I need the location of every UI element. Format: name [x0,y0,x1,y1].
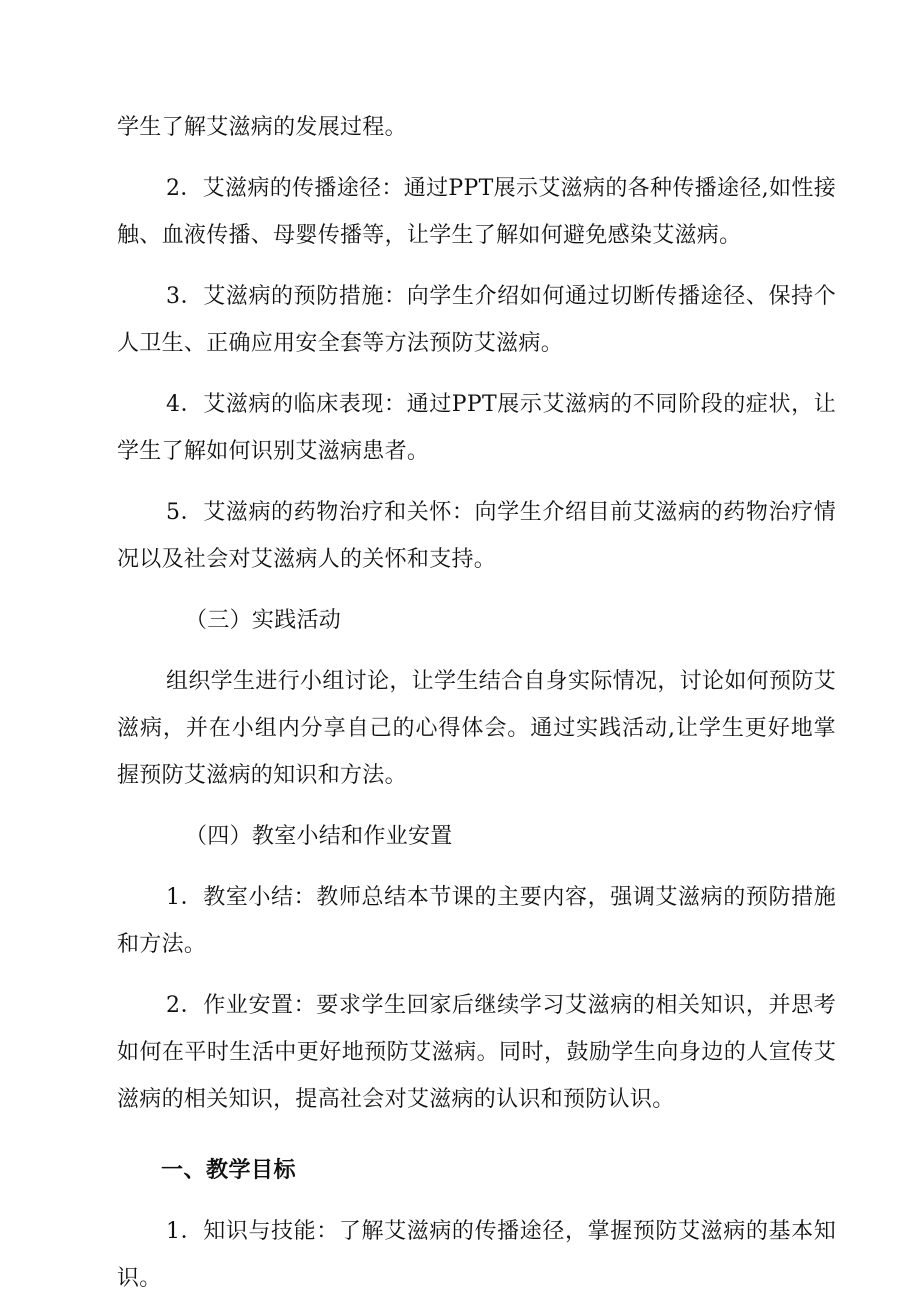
paragraph-clinical-manifestations: 4．艾滋病的临床表现：通过PPT展示艾滋病的不同阶段的症状，让学生了解如何识别艾滋病患者。 [117,392,836,464]
paragraph-drug-treatment: 5．艾滋病的药物治疗和关怀：向学生介绍目前艾滋病的药物治疗情况以及社会对艾滋病人的关怀和支持。 [117,500,836,572]
subheading-practice-activity: （三）实践活动 [185,608,342,633]
paragraph-prevention-measures: 3．艾滋病的预防措施：向学生介绍如何通过切断传播途径、保持个人卫生、正确应用安全套等方法预防艾滋病。 [117,284,836,356]
paragraph-classroom-summary: 1．教室小结：教师总结本节课的主要内容，强调艾滋病的预防措施和方法。 [117,885,836,957]
section-heading-teaching-goals: 一、教学目标 [161,1158,297,1183]
paragraph-homework: 2．作业安置：要求学生回家后继续学习艾滋病的相关知识，并思考如何在平时生活中更好地预防艾滋病。同时，鼓励学生向身边的人宣传艾滋病的相关知识，提高社会对艾滋病的认识和预防认识。 [117,993,836,1112]
paragraph-continuation: 学生了解艾滋病的发展过程。 [117,115,407,140]
subheading-summary-homework: （四）教室小结和作业安置 [185,824,453,849]
paragraph-group-discussion: 组织学生进行小组讨论，让学生结合自身实际情况，讨论如何预防艾滋病，并在小组内分享自己的心得体会。通过实践活动,让学生更好地掌握预防艾滋病的知识和方法。 [117,669,836,788]
paragraph-transmission-routes: 2．艾滋病的传播途径：通过PPT展示艾滋病的各种传播途径,如性接触、血液传播、母婴传播等，让学生了解如何避免感染艾滋病。 [117,176,836,248]
paragraph-knowledge-skills: 1．知识与技能：了解艾滋病的传播途径，掌握预防艾滋病的基本知识。 [117,1219,836,1291]
